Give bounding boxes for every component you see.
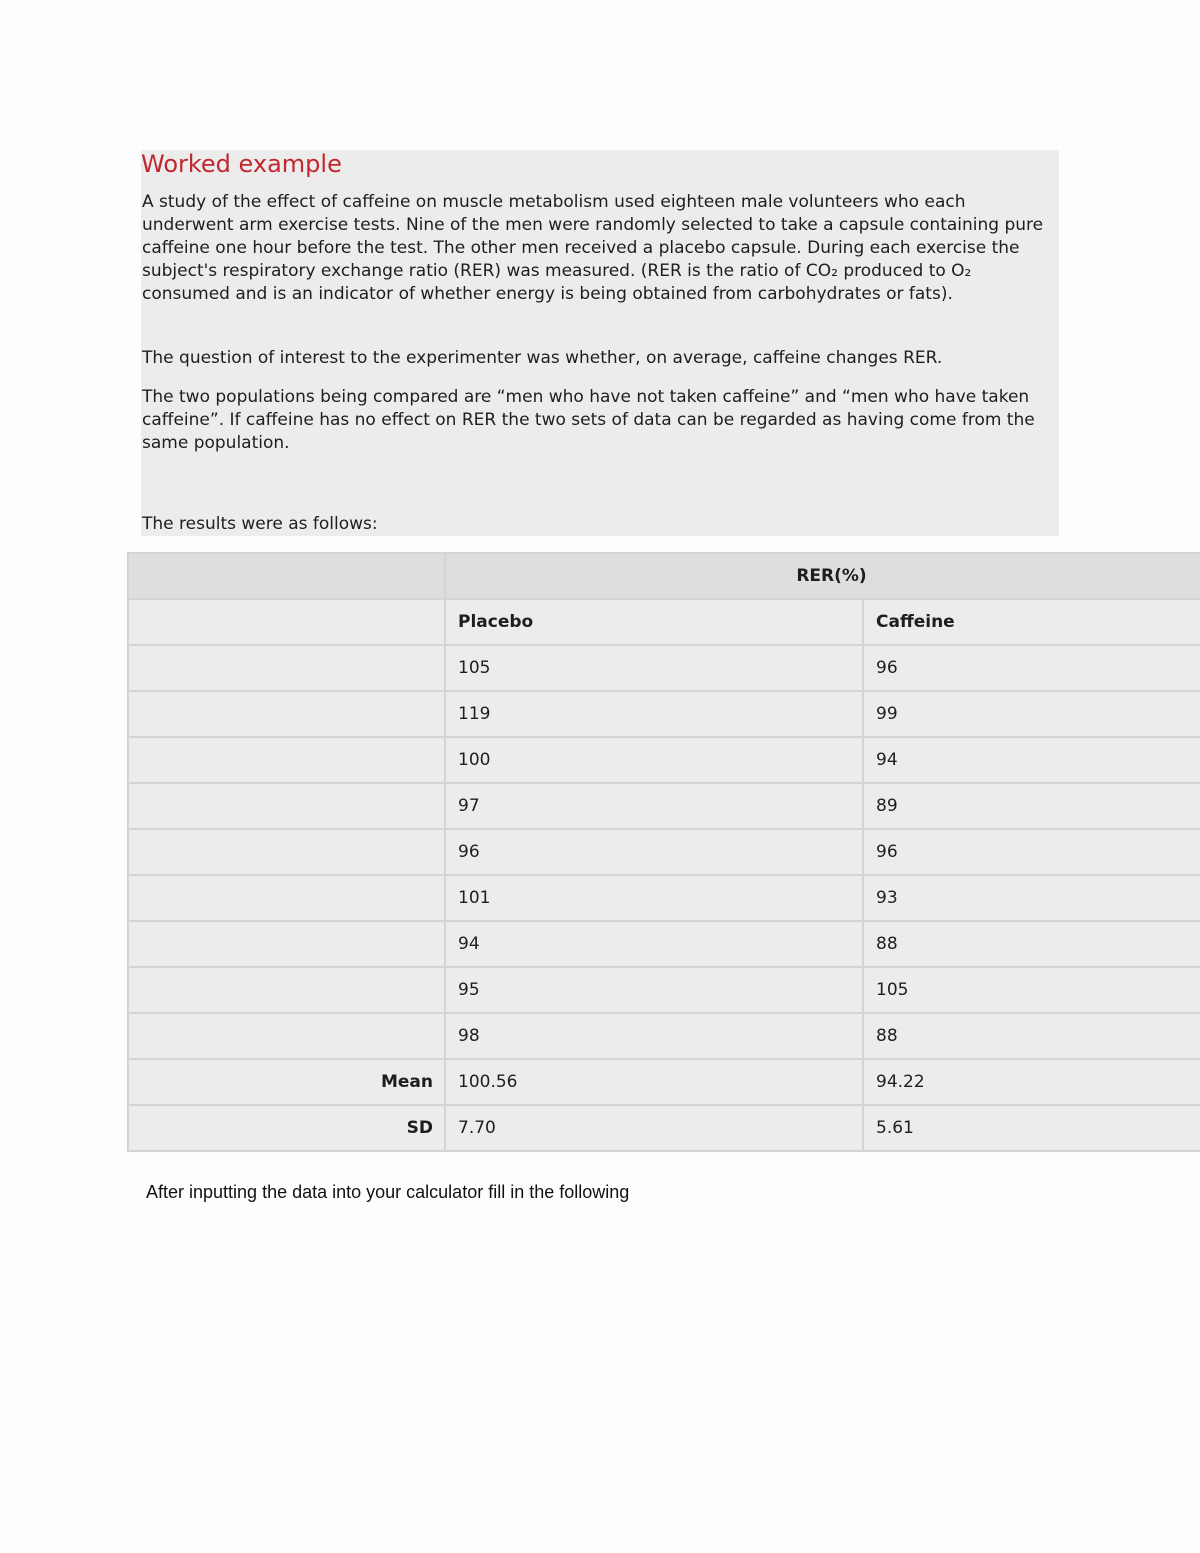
row-label (128, 967, 445, 1013)
placebo-value: 96 (445, 829, 863, 875)
caffeine-value: 88 (863, 1013, 1200, 1059)
row-label (128, 921, 445, 967)
results-table (127, 552, 1200, 1152)
caffeine-value: 96 (863, 645, 1200, 691)
row-label: Mean (128, 1059, 445, 1105)
column-header-placebo: Placebo (445, 599, 863, 645)
caffeine-value: 94 (863, 737, 1200, 783)
row-label (128, 1013, 445, 1059)
results-intro: The results were as follows: (142, 514, 378, 534)
table-row (128, 645, 1200, 691)
caffeine-value: 94.22 (863, 1059, 1200, 1105)
table-corner-cell (128, 553, 445, 599)
table-row (128, 1013, 1200, 1059)
caffeine-value: 88 (863, 921, 1200, 967)
table-row (128, 829, 1200, 875)
placebo-value: 98 (445, 1013, 863, 1059)
table-group-header: RER(%) (445, 553, 1200, 599)
table-corner-cell (128, 599, 445, 645)
row-label (128, 829, 445, 875)
table-row (128, 691, 1200, 737)
row-label: SD (128, 1105, 445, 1151)
summary-row (128, 1105, 1200, 1151)
row-label (128, 691, 445, 737)
table-row (128, 921, 1200, 967)
placebo-value: 100 (445, 737, 863, 783)
row-label (128, 737, 445, 783)
page-title: Worked example (141, 150, 342, 178)
placebo-value: 95 (445, 967, 863, 1013)
placebo-value: 101 (445, 875, 863, 921)
placebo-value: 97 (445, 783, 863, 829)
summary-row (128, 1059, 1200, 1105)
populations-paragraph: The two populations being compared are “men who have not taken caffeine” and “men who have taken caffeine”. If caffeine has no effect on RER the two sets of data can be regarded as having come from the same population. (142, 387, 1035, 453)
table-row (128, 967, 1200, 1013)
placebo-value: 105 (445, 645, 863, 691)
row-label (128, 783, 445, 829)
column-header-caffeine: Caffeine (863, 599, 1200, 645)
caffeine-value: 99 (863, 691, 1200, 737)
caffeine-value: 89 (863, 783, 1200, 829)
placebo-value: 94 (445, 921, 863, 967)
table-row (128, 875, 1200, 921)
table-row (128, 783, 1200, 829)
placebo-value: 100.56 (445, 1059, 863, 1105)
intro-paragraph: A study of the effect of caffeine on muscle metabolism used eighteen male volunteers who each underwent arm exercise tests. Nine of the men were randomly selected to take a capsule containing pure caffeine one hour before the test. The other men received a placebo capsule. During each exercise the subject's respiratory exchange ratio (RER) was measured. (RER is the ratio of CO₂ produced to O₂ consumed and is an indicator of whether energy is being obtained from carbohydrates or fats). (142, 192, 1044, 304)
caffeine-value: 5.61 (863, 1105, 1200, 1151)
table-column-header-row (128, 599, 1200, 645)
placebo-value: 119 (445, 691, 863, 737)
table-row (128, 737, 1200, 783)
question-paragraph: The question of interest to the experimenter was whether, on average, caffeine changes RER. (142, 348, 943, 368)
row-label (128, 645, 445, 691)
instruction-text: After inputting the data into your calculator fill in the following (146, 1182, 630, 1202)
row-label (128, 875, 445, 921)
caffeine-value: 93 (863, 875, 1200, 921)
caffeine-value: 96 (863, 829, 1200, 875)
caffeine-value: 105 (863, 967, 1200, 1013)
placebo-value: 7.70 (445, 1105, 863, 1151)
table-group-header-row (128, 553, 1200, 599)
